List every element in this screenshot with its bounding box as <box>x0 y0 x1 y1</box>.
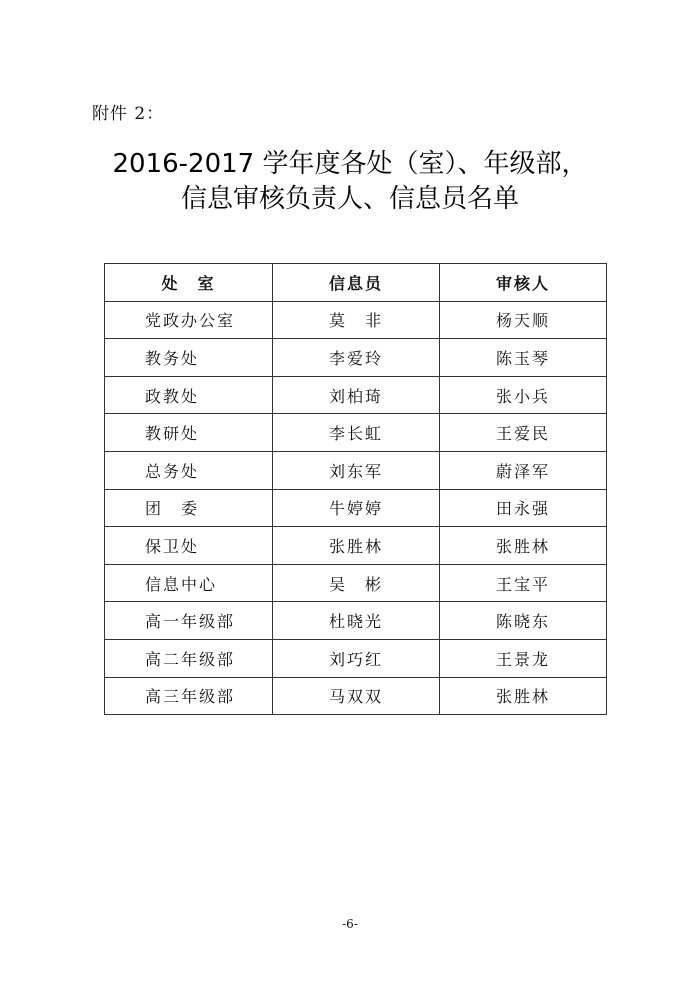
page-number: -6- <box>342 917 358 931</box>
attachment-label: 附件 2： <box>92 104 165 124</box>
reviewer-cell: 杨天顺 <box>440 301 607 339</box>
department-cell: 党政办公室 <box>105 301 273 339</box>
department-cell: 教研处 <box>105 414 273 452</box>
table-row <box>105 414 607 452</box>
department-cell: 政教处 <box>105 376 273 414</box>
information-officer-cell: 张胜林 <box>273 527 440 565</box>
information-officer-cell: 李爱玲 <box>273 339 440 377</box>
table-row <box>105 602 607 640</box>
information-officer-cell: 马双双 <box>273 677 440 715</box>
reviewer-cell: 王爱民 <box>440 414 607 452</box>
reviewer-cell: 张胜林 <box>440 677 607 715</box>
information-officer-cell: 李长虹 <box>273 414 440 452</box>
table-row <box>105 489 607 527</box>
table-row <box>105 677 607 715</box>
information-officer-cell: 牛婷婷 <box>273 489 440 527</box>
department-cell: 保卫处 <box>105 527 273 565</box>
reviewer-cell: 张小兵 <box>440 376 607 414</box>
information-officer-cell: 杜晓光 <box>273 602 440 640</box>
table-row <box>105 339 607 377</box>
department-cell: 高二年级部 <box>105 639 273 677</box>
document-title-line-2: 信息审核负责人、信息员名单 <box>180 184 519 214</box>
information-officer-cell: 刘柏琦 <box>273 376 440 414</box>
table-row <box>105 376 607 414</box>
department-cell: 信息中心 <box>105 564 273 602</box>
reviewer-cell: 田永强 <box>440 489 607 527</box>
document-title-line-1: 2016-2017 学年度各处（室）、年级部， <box>112 149 588 179</box>
table-row <box>105 451 607 489</box>
table-row <box>105 639 607 677</box>
reviewer-cell: 王宝平 <box>440 564 607 602</box>
reviewer-cell: 陈玉琴 <box>440 339 607 377</box>
reviewer-cell: 陈晓东 <box>440 602 607 640</box>
department-cell: 高一年级部 <box>105 602 273 640</box>
reviewer-cell: 蔚泽军 <box>440 451 607 489</box>
table-row <box>105 301 607 339</box>
information-officer-cell: 吴 彬 <box>273 564 440 602</box>
table-row <box>105 527 607 565</box>
department-cell: 总务处 <box>105 451 273 489</box>
department-cell: 团 委 <box>105 489 273 527</box>
table-row <box>105 564 607 602</box>
department-cell: 高三年级部 <box>105 677 273 715</box>
department-cell: 教务处 <box>105 339 273 377</box>
information-officer-cell: 刘巧红 <box>273 639 440 677</box>
header-reviewer: 审核人 <box>440 264 607 302</box>
header-department: 处 室 <box>105 264 273 302</box>
header-information-officer: 信息员 <box>273 264 440 302</box>
table-header-row <box>105 264 607 302</box>
reviewer-cell: 王景龙 <box>440 639 607 677</box>
information-officer-cell: 莫 非 <box>273 301 440 339</box>
reviewer-cell: 张胜林 <box>440 527 607 565</box>
information-officer-cell: 刘东军 <box>273 451 440 489</box>
info-staff-table <box>104 263 607 715</box>
